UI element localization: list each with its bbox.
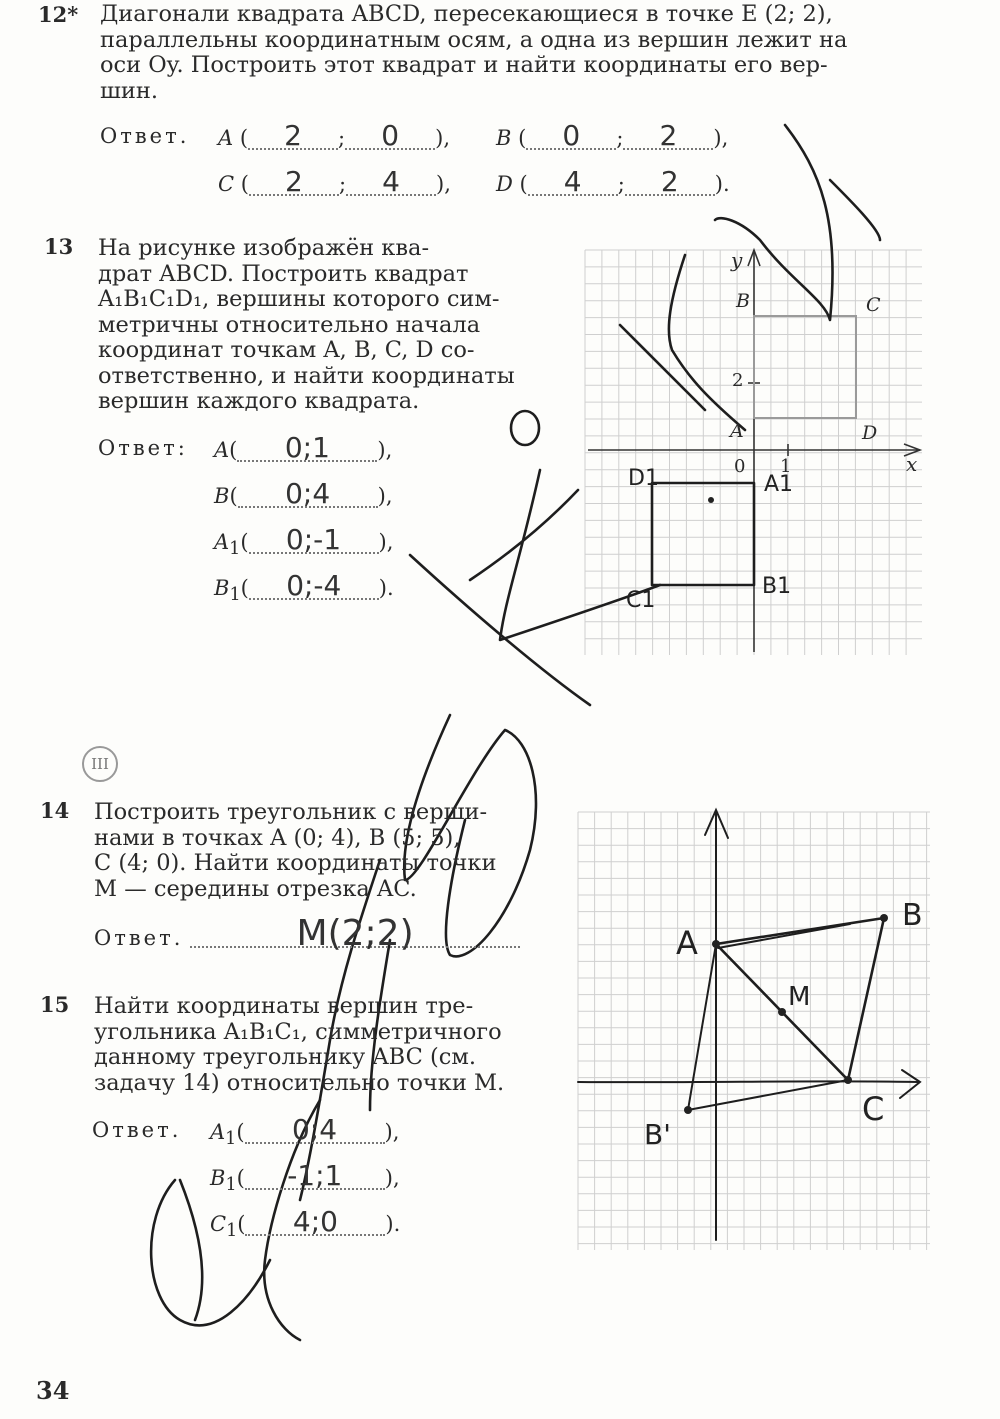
- answer-value[interactable]: 0;1: [237, 436, 377, 462]
- scrawl-stroke: [410, 555, 590, 705]
- answer-y[interactable]: 2: [625, 170, 715, 196]
- origin-label: 0: [734, 456, 746, 477]
- point-A: [712, 940, 720, 948]
- answer-D: D ( 4 ; 2 ).: [496, 165, 730, 198]
- point-label-A: A: [730, 420, 744, 442]
- answer-14: [94, 913, 520, 954]
- text-line: нами в точках A (0; 4), B (5; 5),: [94, 824, 461, 851]
- tick-label-2: 2: [732, 370, 744, 391]
- task-number: 13: [44, 234, 74, 259]
- text-line: A₁B₁C₁D₁, вершины которого сим-: [98, 286, 500, 312]
- task-number: 12*: [38, 2, 79, 27]
- text-line: Построить треугольник с верши-: [94, 799, 488, 825]
- hand-label-C: C: [862, 1090, 885, 1128]
- scrawl-stroke: [830, 180, 880, 240]
- answer-label: Ответ.: [94, 926, 184, 950]
- text-line: Найти координаты вершин тре-: [94, 993, 474, 1019]
- point-label: B: [496, 126, 512, 150]
- task-number: 15: [40, 992, 70, 1017]
- grid-task14: [578, 812, 930, 1250]
- subscript: 1: [229, 539, 241, 560]
- subscript: 1: [225, 1175, 237, 1196]
- answer-C1: $C_1$( 4;0 ).: [210, 1205, 401, 1242]
- text-line: драт ABCD. Построить квадрат: [98, 260, 469, 287]
- scrawl-stroke: [620, 325, 705, 410]
- hand-label-D1: D1: [628, 466, 659, 491]
- axis-label-x: x: [906, 452, 918, 476]
- answer-A1: $A_1$( 0;-1 ),: [214, 523, 394, 560]
- text-line: ответственно, и найти координаты: [98, 362, 515, 389]
- point-label-B: B: [736, 290, 750, 312]
- text-line: Диагонали квадрата ABCD, пересекающиеся в точке E (2; 2),: [100, 1, 833, 27]
- point-label: C: [218, 172, 235, 196]
- point-B: [880, 914, 888, 922]
- text-line: данному треугольнику ABC (см.: [94, 1044, 477, 1070]
- point-label: B: [210, 1166, 226, 1190]
- point-label: D: [496, 172, 513, 196]
- point-label: B: [214, 484, 230, 508]
- answer-value[interactable]: 4;0: [245, 1210, 385, 1236]
- text-line: На рисунке изображён ква-: [98, 235, 430, 261]
- answer-value[interactable]: 0;-1: [249, 528, 379, 554]
- answer-B: B( 0;4 ),: [214, 477, 393, 510]
- text-line: параллельны координатным осям, а одна из вершин лежит на: [100, 26, 848, 53]
- text-line: координат точкам A, B, C, D со-: [98, 337, 475, 363]
- point-B1: [684, 1106, 692, 1114]
- text-line: метричны относительно начала: [98, 311, 481, 338]
- answer-C: C ( 2 ; 4 ),: [218, 165, 451, 198]
- answer-B1: $B_1$( 0;-4 ).: [214, 569, 394, 606]
- answer-label: Ответ.: [92, 1118, 182, 1142]
- hand-label-A1: A1: [764, 472, 794, 497]
- answer-A: A( 0;1 ),: [214, 431, 393, 464]
- subscript: 1: [229, 585, 241, 606]
- section-marker: [82, 746, 118, 782]
- hand-label-A: A: [676, 924, 698, 962]
- answer-x[interactable]: 2: [248, 124, 338, 150]
- point-label-D: D: [862, 422, 878, 444]
- scrawl-stroke: [715, 125, 833, 320]
- point-M: [778, 1008, 786, 1016]
- answer-label: Ответ:: [98, 436, 188, 460]
- answer-label: Ответ.: [100, 124, 190, 148]
- answer-value[interactable]: -1;1: [245, 1164, 385, 1190]
- text-line: C (4; 0). Найти координаты точки: [94, 850, 497, 876]
- answer-value[interactable]: 0;4: [245, 1118, 385, 1144]
- task-text: [94, 800, 546, 902]
- hand-label-B1: B1: [762, 574, 792, 599]
- hand-label-C1: C1: [626, 588, 656, 613]
- answer-y[interactable]: 4: [346, 170, 436, 196]
- answer-y[interactable]: 0: [345, 124, 435, 150]
- ink-dot: [708, 497, 714, 503]
- answer-B: B ( 0 ; 2 ),: [496, 119, 729, 152]
- point-label-C: C: [866, 294, 881, 316]
- page-number: 34: [36, 1376, 70, 1405]
- answer-value[interactable]: 0;-4: [249, 574, 379, 600]
- text-line: угольника A₁B₁C₁, симметричного: [94, 1018, 502, 1045]
- tick-label-1: 1: [780, 456, 792, 477]
- point-label: B: [214, 576, 230, 600]
- answer-A1: $A_1$( 0;4 ),: [210, 1113, 400, 1150]
- answer-value[interactable]: 0;4: [238, 482, 378, 508]
- scrawl-stroke: [669, 255, 745, 430]
- text-line: оси Oy. Построить этот квадрат и найти координаты его вер-: [100, 52, 828, 78]
- task-number: 14: [40, 798, 70, 823]
- section-marker-label: III: [91, 755, 109, 773]
- point-C: [844, 1076, 852, 1084]
- subscript: 1: [225, 1129, 237, 1150]
- hand-x-axis: [578, 1081, 918, 1082]
- text-line: вершин каждого квадрата.: [98, 388, 420, 414]
- text-line: шин.: [100, 77, 159, 104]
- answer-x[interactable]: 0: [526, 124, 616, 150]
- axis-label-y: y: [731, 248, 743, 272]
- text-line: задачу 14) относительно точки M.: [94, 1069, 505, 1096]
- scrawl-stroke: [180, 1180, 202, 1320]
- point-label: A: [218, 126, 234, 150]
- point-label: C: [210, 1212, 227, 1236]
- answer-B1: $B_1$( -1;1 ),: [210, 1159, 400, 1196]
- hand-label-M: M: [788, 982, 811, 1012]
- answer-x[interactable]: 2: [249, 170, 339, 196]
- triangle-reflected: [688, 944, 848, 1110]
- answer-A: A ( 2 ; 0 ),: [218, 119, 450, 152]
- subscript: 1: [226, 1221, 238, 1242]
- answer-y[interactable]: 2: [623, 124, 713, 150]
- text-line: M — середины отрезка AC.: [94, 875, 417, 902]
- hand-label-B: B: [902, 898, 923, 933]
- scrawl-loop: [151, 1180, 270, 1325]
- answer-value[interactable]: M(2;2): [190, 922, 520, 948]
- hand-label-B1: B': [644, 1118, 671, 1151]
- point-label: A: [210, 1120, 226, 1144]
- point-label: A: [214, 530, 230, 554]
- task-text: [94, 994, 546, 1096]
- point-label: A: [214, 438, 230, 462]
- answer-x[interactable]: 4: [528, 170, 618, 196]
